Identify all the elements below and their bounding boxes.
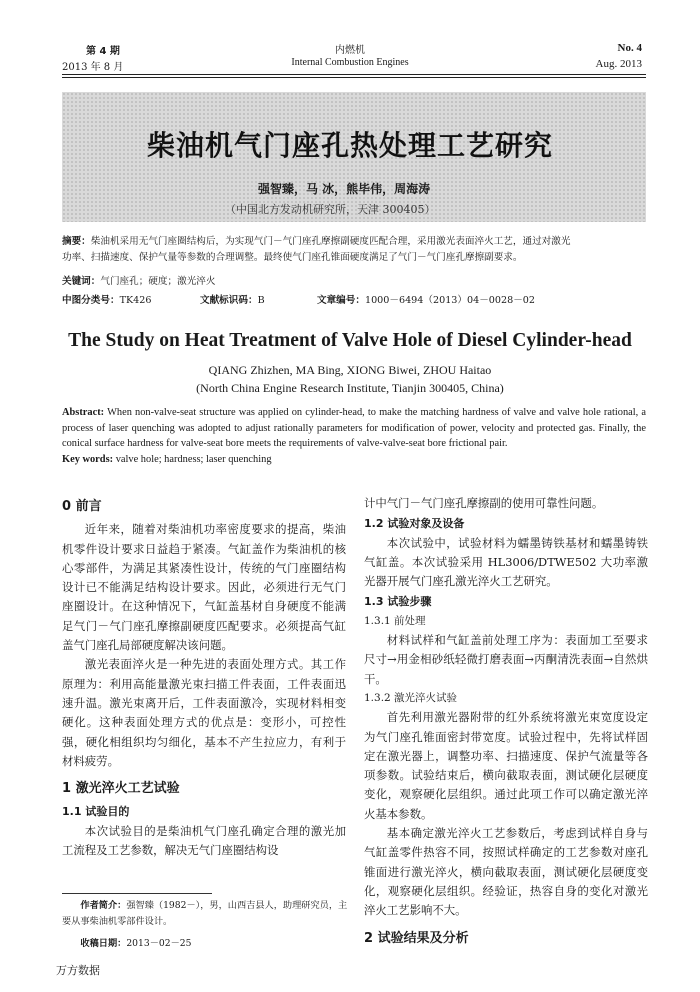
section-1-3-heading: 1.3 试验步骤 bbox=[364, 595, 432, 609]
abstract-cn bbox=[62, 234, 652, 266]
abstract-en-text: When non-valve-seat structure was applied on cylinder-head, to make the matching hardness of valve and valve hole rational, a process of laser quenching was adopted to adjust rationally parameters for modification of power, velocity and protected gas. Finally, the conical surface hardness for valve-seat bore meets the requirements of valve-valve-seat bore frictional pair. bbox=[62, 407, 646, 449]
doc-value: B bbox=[257, 295, 265, 306]
affiliation-en: (North China Engine Research Institute, Tianjin 300405, China) bbox=[196, 381, 504, 395]
title-cn: 柴油机气门座孔热处理工艺研究 bbox=[146, 129, 553, 162]
author-bio-text: 强智臻（1982－），男，山西吉县人，助理研究员，主要从事柴油机零部件设计。 bbox=[62, 900, 348, 927]
keywords-en-text: valve hole; hardness; laser quenching bbox=[115, 453, 272, 465]
section-1-3-2-heading: 1.3.2 激光淬火试验 bbox=[364, 691, 458, 704]
keywords-cn bbox=[62, 274, 652, 290]
doc-label: 文献标识码： bbox=[200, 295, 258, 306]
section-1-3-2-paragraph-1: 首先利用激光器附带的红外系统将激光束宽度设定为气门座孔锥面密封带宽度。试验过程中，先将试样固定在激光器上，调整功率、扫描速度、保护气流量等各项参数。试验结束后，横向截取表面，测试硬化层硬度变化，观察硬化层组织。通过此项工作可以确定激光淬火基本参数。 bbox=[364, 710, 648, 821]
section-1-1-paragraph-1: 本次试验目的是柴油机气门座孔确定合理的激光加工流程及工艺参数，解决无气门座圈结构设 bbox=[62, 823, 346, 858]
footnote-rule bbox=[62, 893, 212, 894]
section-1-2-paragraph-1: 本次试验中，试验材料为蠕墨铸铁基材和蠕墨铸铁气缸盖。本次试验采用 HL3006/DTWE502 大功率激光器开展气门座孔激光淬火工艺研究。 bbox=[364, 535, 648, 589]
date-en: Aug. 2013 bbox=[595, 58, 642, 70]
section-0-paragraph-1: 近年来，随着对柴油机功率密度要求的提高，柴油机零件设计要求日益趋于紧凑。气缸盖作为柴油机的核心零部件，为满足其紧凑性设计，传统的气门座圈结构设计已不能满足结构设计要求。因此，必须进行无气门座圈设计。在这种情况下，气缸盖基材自身硬度不能满足气门－气门座孔摩擦副硬度匹配要求。必须提高气缸盖气门座孔局部硬度解决该问题。 bbox=[62, 522, 346, 653]
abstract-en-label: Abstract: bbox=[62, 407, 105, 418]
section-0-paragraph-2: 激光表面淬火是一种先进的表面处理方式。其工作原理为：利用高能量激光束扫描工件表面，工件表面迅速升温。激光束离开后，工件表面激冷，实现材料相变硬化。这种表面处理方式的优点是：变形小，可控性强，硬化相组织均匀细化，基本不产生拉应力，有利于材料疲劳。 bbox=[62, 657, 346, 768]
keywords-cn-label: 关键词： bbox=[62, 276, 101, 287]
continued-text: 计中气门－气门座孔摩擦副的使用可靠性问题。 bbox=[364, 496, 604, 510]
article-label: 文章编号： bbox=[317, 295, 365, 306]
section-1-3-1-paragraph-1: 材料试样和气缸盖前处理工序为：表面加工至要求尺寸→用金相砂纸轻微打磨表面→丙酮清洗表面→自然烘干。 bbox=[364, 633, 648, 686]
date-cn: 2013 年 8 月 bbox=[62, 62, 124, 73]
received-value: 2013－02－25 bbox=[126, 938, 192, 949]
article-value: 1000－6494（2013）04－0028－02 bbox=[364, 295, 536, 306]
watermark: 万方数据 bbox=[56, 964, 100, 977]
title-en: The Study on Heat Treatment of Valve Hole of Diesel Cylinder-head bbox=[68, 330, 632, 351]
section-1-2-heading: 1.2 试验对象及设备 bbox=[364, 517, 465, 531]
section-1-3-2-paragraph-2: 基本确定激光淬火工艺参数后，考虑到试样自身与气缸盖零件热容不同，按照试样确定的工艺参数对座孔锥面进行激光淬火，横向截取表面，测试硬化层硬度变化，观察硬化层组织。经验证，热容自身的变化对激光淬火工艺影响不大。 bbox=[364, 826, 648, 918]
section-2-heading: 2 试验结果及分析 bbox=[364, 930, 469, 946]
author-bio-label: 作者简介： bbox=[80, 900, 127, 911]
abstract-cn-label: 摘要： bbox=[62, 236, 91, 247]
abstract-cn-line2: 功率、扫描速度、保护气量等参数的合理调整。最终使气门座孔锥面硬度满足了气门－气门座孔摩擦副要求。 bbox=[62, 252, 523, 263]
section-1-1-heading: 1.1 试验目的 bbox=[62, 805, 130, 819]
keywords-cn-text: 气门座孔；硬度；激光淬火 bbox=[100, 276, 216, 287]
authors-en: QIANG Zhizhen, MA Bing, XIONG Biwei, ZHOU Haitao bbox=[208, 363, 492, 377]
clc-label: 中图分类号： bbox=[62, 295, 120, 306]
issue-cn: 第 4 期 bbox=[86, 46, 120, 57]
clc-value: TK426 bbox=[119, 295, 152, 306]
section-0-heading: 0 前言 bbox=[62, 499, 102, 514]
author-bio bbox=[62, 898, 352, 930]
keywords-en-label: Key words: bbox=[62, 453, 114, 465]
authors-cn: 强智臻，马 冰，熊毕伟，周海涛 bbox=[258, 182, 431, 196]
abstract-cn-line1: 柴油机采用无气门座圈结构后，为实现气门－气门座孔摩擦副硬度匹配合理，采用激光表面淬火工艺，通过对激光 bbox=[90, 236, 571, 247]
journal-en: Internal Combustion Engines bbox=[291, 57, 409, 68]
right-column bbox=[364, 494, 648, 952]
header-rule bbox=[62, 74, 646, 75]
section-1-3-1-heading: 1.3.1 前处理 bbox=[364, 614, 426, 627]
journal-cn: 内燃机 bbox=[335, 45, 365, 56]
received-label: 收稿日期： bbox=[80, 938, 127, 949]
abstract-en bbox=[62, 405, 646, 467]
issue-en: No. 4 bbox=[617, 42, 642, 54]
affiliation-cn: （中国北方发动机研究所，天津 300405） bbox=[225, 203, 436, 216]
header-rule-2 bbox=[62, 77, 646, 78]
section-1-heading: 1 激光淬火工艺试验 bbox=[62, 781, 180, 797]
received-date bbox=[62, 936, 352, 952]
left-column bbox=[62, 497, 346, 860]
